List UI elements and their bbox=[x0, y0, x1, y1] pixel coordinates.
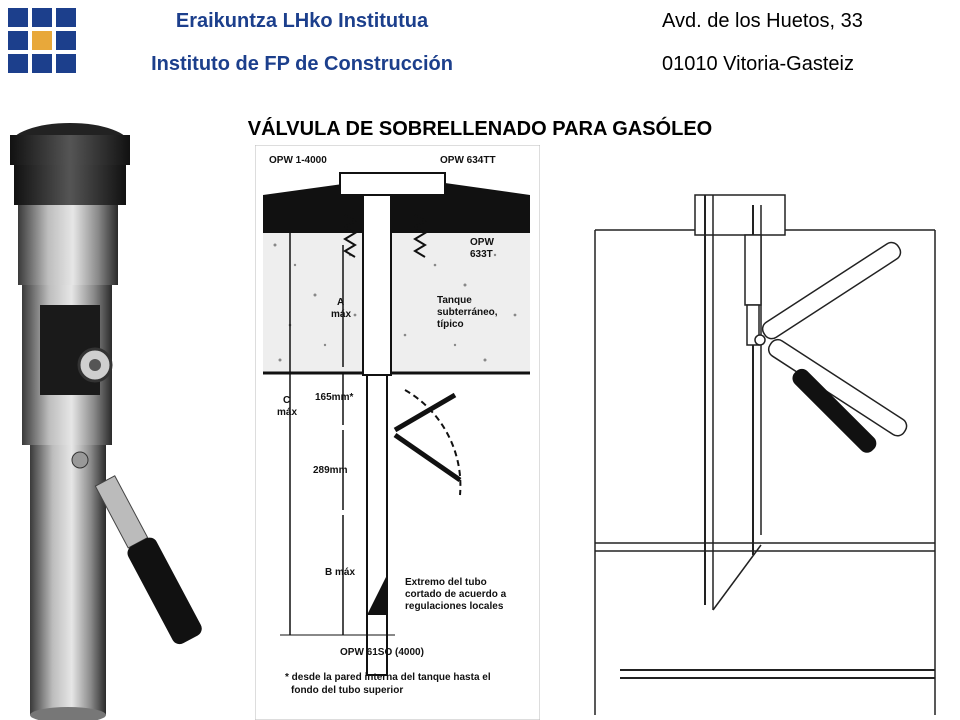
logo-square bbox=[56, 31, 76, 50]
label-c-max: máx bbox=[277, 407, 298, 418]
label-a: A bbox=[337, 297, 345, 308]
label-opw: OPW bbox=[470, 237, 494, 248]
label-289mm: 289mm bbox=[313, 465, 348, 476]
label-opw-61so: OPW 61SO (4000) bbox=[340, 647, 424, 658]
label-opw-1-4000: OPW 1-4000 bbox=[269, 155, 327, 166]
logo-square bbox=[8, 31, 28, 50]
label-tanque-2: subterráneo, bbox=[437, 307, 498, 318]
label-c: C bbox=[283, 395, 291, 406]
institute-name-basque: Eraikuntza LHko Institutua bbox=[175, 10, 429, 32]
logo-square-accent bbox=[32, 31, 52, 50]
label-tanque-3: típico bbox=[437, 319, 464, 330]
address-street: Avd. de los Huetos, 33 bbox=[662, 10, 863, 32]
address-city: 01010 Vitoria-Gasteiz bbox=[662, 53, 854, 75]
institute-logo bbox=[8, 8, 76, 74]
label-633t: 633T bbox=[470, 249, 493, 260]
label-extremo-1: Extremo del tubo bbox=[405, 577, 487, 588]
page-title: VÁLVULA DE SOBRELLENADO PARA GASÓLEO bbox=[247, 118, 713, 140]
label-extremo-2: cortado de acuerdo a bbox=[405, 589, 507, 600]
label-a-max: máx bbox=[331, 309, 352, 320]
logo-square bbox=[8, 54, 28, 73]
logo-square bbox=[56, 54, 76, 73]
installation-diagram bbox=[255, 145, 540, 720]
footnote-line-1: * desde la pared interna del tanque hasta el bbox=[285, 672, 491, 683]
logo-square bbox=[32, 54, 52, 73]
logo-square bbox=[8, 8, 28, 27]
valve-photo bbox=[0, 115, 240, 720]
label-extremo-3: regulaciones locales bbox=[405, 601, 504, 612]
logo-square bbox=[56, 8, 76, 27]
valve-cross-section-drawing bbox=[575, 175, 945, 720]
label-b-max: B máx bbox=[325, 567, 356, 578]
institute-name-spanish: Instituto de FP de Construcción bbox=[151, 53, 453, 75]
label-opw-634tt: OPW 634TT bbox=[440, 155, 496, 166]
label-tanque-1: Tanque bbox=[437, 295, 472, 306]
logo-square bbox=[32, 8, 52, 27]
label-165mm: 165mm* bbox=[315, 392, 354, 403]
footnote-line-2: fondo del tubo superior bbox=[291, 685, 404, 696]
